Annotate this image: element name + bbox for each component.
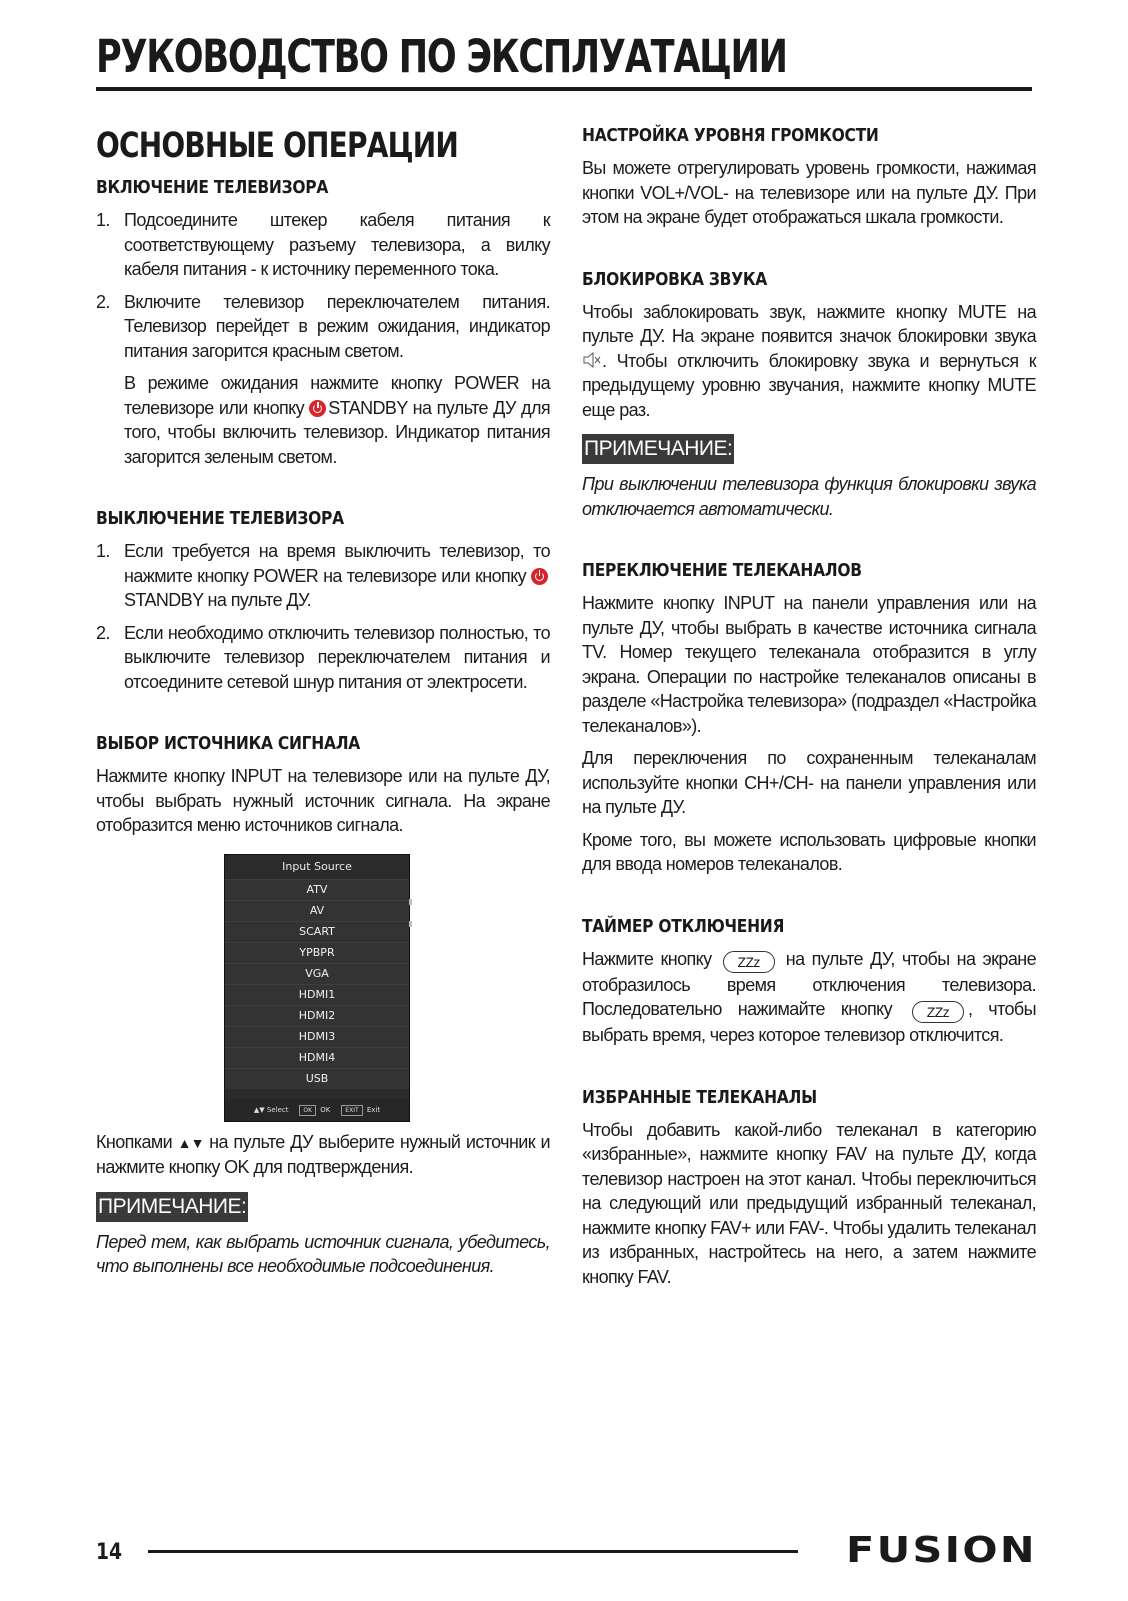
menu-item-scart: SCART bbox=[225, 921, 409, 942]
standby-paragraph bbox=[124, 371, 550, 469]
sleep-text-c: , чтобы выбрать время, через которое телевизор отключится. bbox=[582, 999, 1036, 1045]
power-off-heading: ВЫКЛЮЧЕНИЕ ТЕЛЕВИЗОРА bbox=[96, 508, 344, 529]
page-number: 14 bbox=[96, 1540, 123, 1565]
menu-item-hdmi2: HDMI2 bbox=[225, 1005, 409, 1026]
menu-item-ypbpr: YPBPR bbox=[225, 942, 409, 963]
list-number: 2. bbox=[96, 291, 110, 312]
list-number: 1. bbox=[96, 210, 110, 230]
source-after-a: Кнопками bbox=[96, 1131, 173, 1152]
list-text bbox=[124, 539, 550, 613]
list-text: Если необходимо отключить телевизор полностью, то выключите телевизор переключателем питания и отсоедините сетевой шнур питания от электросети. bbox=[124, 622, 550, 692]
source-after-b: на пульте ДУ выберите нужный источник и нажмите кнопку OK для подтверждения. bbox=[96, 1131, 551, 1177]
brand-logo: FUSION bbox=[846, 1530, 1037, 1571]
sleep-paragraph bbox=[582, 947, 1036, 1048]
sleep-heading: ТАЙМЕР ОТКЛЮЧЕНИЯ bbox=[582, 915, 785, 937]
mute-paragraph bbox=[582, 300, 1036, 423]
menu-footer-ok: OK bbox=[320, 1105, 331, 1114]
list-item bbox=[96, 290, 550, 364]
favorites-paragraph: Чтобы добавить какой-либо телеканал в категорию «избранные», нажмите кнопку FAV на пульте ДУ, когда телевизор настроен на этот канал. Чтобы переключиться на следующий или предыдущий избранный телеканал, нажмите кнопку FAV+ или FAV-. Чтобы удалить телеканал из избранных, настройтесь на него, а затем нажмите кнопку FAV. bbox=[582, 1119, 1036, 1287]
sleep-icon: ZZz bbox=[912, 1001, 964, 1023]
mute-text-a: Чтобы заблокировать звук, нажмите кнопку MUTE на пульте ДУ. На экране появится значок блокировки звука bbox=[582, 301, 1036, 346]
source-paragraph: Нажмите кнопку INPUT на телевизоре или на пульте ДУ, чтобы выбрать нужный источник сигнала. На экране отобразится меню источников сигнала. bbox=[96, 766, 550, 835]
standby-text-a: В режиме ожидания нажмите кнопку POWER на телевизоре или кнопку bbox=[124, 373, 550, 418]
title-divider bbox=[96, 87, 1032, 91]
power-icon bbox=[309, 400, 326, 417]
channels-paragraph-2: Для переключения по сохраненным телеканалам используйте кнопки CH+/CH- на панели управления или на пульте ДУ. bbox=[582, 748, 1036, 817]
sleep-icon: ZZz bbox=[723, 951, 775, 973]
channels-paragraph-1: Нажмите кнопку INPUT на панели управления или на пульте ДУ, чтобы выбрать в качестве источника сигнала TV. Номер текущего телеканала отобразится в углу экрана. Операции по настройке телеканалов описаны в разделе «Настройка телевизора» (подраздел «Настройка телеканалов»). bbox=[582, 593, 1036, 736]
note-label: ПРИМЕЧАНИЕ: bbox=[582, 434, 734, 464]
input-source-menu bbox=[224, 854, 410, 1122]
sleep-text-a: Нажмите кнопку bbox=[582, 948, 712, 969]
channels-heading: ПЕРЕКЛЮЧЕНИЕ ТЕЛЕКАНАЛОВ bbox=[582, 560, 862, 581]
list-number: 1. bbox=[96, 541, 110, 561]
note-text: При выключении телевизора функция блокировки звука отключается автоматически. bbox=[582, 474, 1036, 519]
list-item bbox=[96, 208, 550, 282]
source-after-paragraph bbox=[96, 1130, 550, 1180]
list-text: Включите телевизор переключателем питания. Телевизор перейдет в режим ожидания, индикатор питания загорится красным светом. bbox=[124, 291, 550, 361]
source-heading: ВЫБОР ИСТОЧНИКА СИГНАЛА bbox=[96, 733, 361, 754]
select-arrows-icon: ▲▼ bbox=[253, 1105, 265, 1114]
list-item bbox=[96, 539, 550, 613]
menu-item-hdmi4: HDMI4 bbox=[225, 1047, 409, 1068]
note-text: Перед тем, как выбрать источник сигнала, убедитесь, что выполнены все необходимые подсоединения. bbox=[96, 1231, 550, 1276]
list-text: Подсоедините штекер кабеля питания к соответствующему разъему телевизора, а вилку кабеля питания - к источнику переменного тока. bbox=[124, 210, 550, 279]
mute-text-b: . Чтобы отключить блокировку звука и вернуться к предыдущему уровню звучания, нажмите кнопку MUTE еще раз. bbox=[582, 350, 1036, 420]
section-title: ОСНОВНЫЕ ОПЕРАЦИИ bbox=[96, 126, 459, 166]
ok-key-icon: OK bbox=[299, 1105, 316, 1116]
note-label: ПРИМЕЧАНИЕ: bbox=[96, 1192, 248, 1222]
list-number: 2. bbox=[96, 622, 110, 643]
left-column bbox=[96, 118, 550, 1287]
mute-heading: БЛОКИРОВКА ЗВУКА bbox=[582, 268, 767, 290]
power-off-text-b: STANDBY на пульте ДУ. bbox=[124, 590, 312, 610]
power-on-heading: ВКЛЮЧЕНИЕ ТЕЛЕВИЗОРА bbox=[96, 177, 329, 198]
up-down-arrows-icon: ▲▼ bbox=[177, 1134, 204, 1151]
mute-icon bbox=[582, 352, 602, 368]
volume-paragraph: Вы можете отрегулировать уровень громкости, нажимая кнопки VOL+/VOL- на телевизоре или на пульте ДУ. При этом на экране будет отображаться шкала громкости. bbox=[582, 158, 1036, 227]
menu-scroll-mark bbox=[409, 921, 412, 927]
favorites-heading: ИЗБРАННЫЕ ТЕЛЕКАНАЛЫ bbox=[582, 1086, 817, 1108]
page-title: РУКОВОДСТВО ПО ЭКСПЛУАТАЦИИ bbox=[96, 30, 787, 83]
menu-scroll-mark bbox=[409, 899, 412, 905]
menu-item-av: AV bbox=[225, 900, 409, 921]
menu-footer-exit: Exit bbox=[366, 1105, 381, 1114]
power-off-text-a: Если требуется на время выключить телевизор, то нажмите кнопку POWER на телевизоре или кнопку bbox=[124, 541, 550, 586]
menu-footer bbox=[225, 1099, 409, 1121]
menu-item-hdmi1: HDMI1 bbox=[225, 984, 409, 1005]
right-column bbox=[582, 124, 1036, 1297]
list-item bbox=[96, 621, 550, 695]
menu-footer-select: Select bbox=[266, 1105, 289, 1114]
menu-item-usb: USB bbox=[225, 1068, 409, 1089]
menu-item-hdmi3: HDMI3 bbox=[225, 1026, 409, 1047]
sleep-text-b: на пульте ДУ, чтобы на экране отобразилось время отключения телевизора. Последовательно нажимайте кнопку bbox=[582, 948, 1036, 1019]
exit-key-icon: EXIT bbox=[341, 1105, 362, 1116]
volume-heading: НАСТРОЙКА УРОВНЯ ГРОМКОСТИ bbox=[582, 125, 879, 146]
standby-text-b: STANDBY на пульте ДУ для того, чтобы включить телевизор. Индикатор питания загорится зеленым светом. bbox=[124, 397, 550, 467]
channels-paragraph-3: Кроме того, вы можете использовать цифровые кнопки для ввода номеров телеканалов. bbox=[582, 829, 1036, 874]
menu-item-vga: VGA bbox=[225, 963, 409, 984]
power-icon bbox=[531, 568, 548, 585]
menu-item-atv: ATV bbox=[225, 879, 409, 900]
footer-divider bbox=[148, 1550, 798, 1553]
menu-title: Input Source bbox=[282, 859, 352, 873]
